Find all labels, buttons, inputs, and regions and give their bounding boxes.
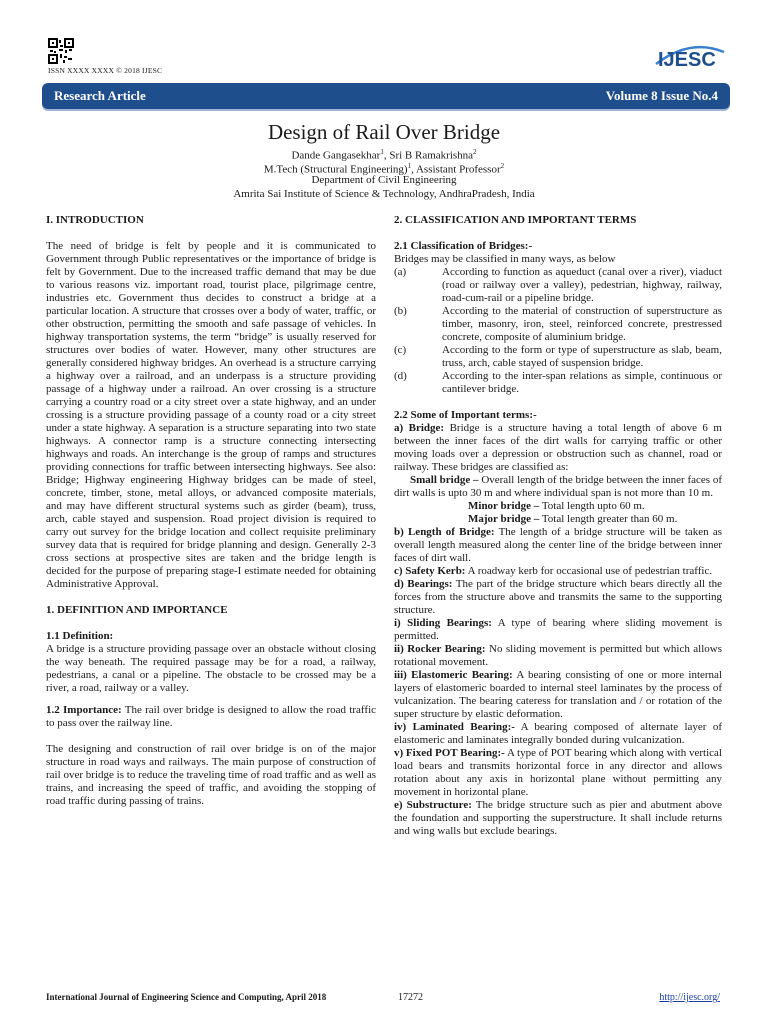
subsection-classification: 2.1 Classification of Bridges:- bbox=[394, 240, 533, 252]
design-paragraph: The designing and construction of rail over bridge is on of the major structure in road ways and railways. The main purpose of construction of rail over bridge is to reduce the traveling time of road traffic and as well as trains, and increasing the speed of traffic, and avoiding the stopping of road traffic during passing of trains. bbox=[46, 743, 376, 807]
list-item: (c) According to the form or type of superstructure as slab, beam, truss, arch, cable stayed of suspension bridge. bbox=[394, 344, 722, 369]
term-item: ii) Rocker Bearing: No sliding movement is permitted but which allows rotational movement. bbox=[394, 643, 722, 668]
ijesc-logo bbox=[652, 34, 728, 74]
right-column bbox=[394, 214, 722, 838]
definition-paragraph: A bridge is a structure providing passage over an obstacle without closing the way beneath. The required passage may be for a road, a railway, pedestrians, a canal or a pipeline. The obstacle to be crossed may be a river, a road, railway or a valley. bbox=[46, 643, 376, 694]
term-item: i) Sliding Bearings: A type of bearing where sliding movement is permitted. bbox=[394, 617, 722, 642]
term-item: Minor bridge – Total length upto 60 m. bbox=[468, 500, 645, 512]
subsection-important-terms: 2.2 Some of Important terms:- bbox=[394, 409, 537, 421]
term-item: iv) Laminated Bearing:- A bearing composed of alternate layer of elastomeric and laminates integrally bonded during vulcanization. bbox=[394, 721, 722, 746]
section-heading-introduction: I. INTRODUCTION bbox=[46, 214, 144, 226]
term-item: Small bridge – Overall length of the bridge between the inner faces of dirt walls is upto 30 m and where individual span is not more than 10 m. bbox=[394, 474, 723, 499]
logo-text: IJESC bbox=[658, 49, 716, 71]
term-item: b) Length of Bridge: The length of a bridge structure will be taken as overall length measured along the center line of the bridge between inner faces of dirt wall. bbox=[394, 526, 722, 564]
article-type: Research Article bbox=[54, 88, 146, 103]
term-item: v) Fixed POT Bearing:- A type of POT bearing which along with vertical load bears and transmits horizontal force in any director and allows rotation about any axis in horizontal plane without permitting any movement in horizontal plane. bbox=[394, 747, 722, 798]
term-item: c) Safety Kerb: A roadway kerb for occasional use of pedestrian traffic. bbox=[394, 565, 713, 577]
list-item: (d) According to the inter-span relations as simple, continuous or cantilever bridge. bbox=[394, 370, 722, 395]
author-roles: M.Tech (Structural Engineering)$^1$, Assistant Professor$^2$ bbox=[263, 162, 505, 176]
paper-title: Design of Rail Over Bridge bbox=[267, 120, 501, 144]
page-number: 17272 bbox=[398, 992, 423, 1003]
term-item: d) Bearings: The part of the bridge structure which bears directly all the forces from the structure above and transmits the same to the supporting structure. bbox=[394, 578, 723, 616]
issn-line: ISSN XXXX XXXX © 2018 IJESC bbox=[48, 66, 163, 75]
term-item: Major bridge – Total length greater than 60 m. bbox=[468, 513, 678, 525]
qr-code-icon bbox=[48, 38, 74, 64]
department: Department of Civil Engineering bbox=[311, 174, 457, 186]
list-item: (b) According to the material of construction of superstructure as timber, masonry, iron, steel, reinforced concrete, prestressed concrete, composite of aluminium bridge. bbox=[394, 305, 722, 343]
volume-issue: Volume 8 Issue No.4 bbox=[605, 88, 718, 103]
journal-link[interactable]: http://ijesc.org/ bbox=[659, 992, 720, 1003]
term-item: iii) Elastomeric Bearing: A bearing consisting of one or more internal layers of elastomeric boarded to internal steel laminates by the process of vulcanization. The bearing cateress for translation and / or rotation of the super structure by elastic deformation. bbox=[394, 669, 722, 720]
section-heading-classification: 2. CLASSIFICATION AND IMPORTANT TERMS bbox=[394, 214, 637, 226]
journal-name: International Journal of Engineering Science and Computing, April 2018 bbox=[46, 992, 327, 1002]
term-item: e) Substructure: The bridge structure such as pier and abutment above the foundation and supporting the superstructure. It shall include returns and wing walls but exclude bearings. bbox=[394, 799, 723, 837]
term-item: a) Bridge: Bridge is a structure having a total length of above 6 m between the inner faces of the dirt walls for carrying traffic or other moving loads over a depression or obstruction such as channel, road or railway. These bridges are classified as: bbox=[394, 422, 722, 473]
author-names: Dande Gangasekhar$^1$, Sri B Ramakrishna$^2$ bbox=[291, 148, 477, 162]
subsection-definition: 1.1 Definition: bbox=[46, 630, 114, 642]
header-banner bbox=[42, 83, 730, 109]
classification-intro: Bridges may be classified in many ways, as below bbox=[394, 253, 616, 265]
list-item: (a) According to function as aqueduct (canal over a river), viaduct (road or railway over a valley), pedestrian, highway, railway, road-cum-rail or a pipeline bridge. bbox=[394, 266, 722, 304]
left-column bbox=[46, 214, 376, 808]
section-heading-definition: 1. DEFINITION AND IMPORTANCE bbox=[46, 604, 228, 616]
institution: Amrita Sai Institute of Science & Technology, AndhraPradesh, India bbox=[233, 188, 535, 200]
introduction-paragraph: The need of bridge is felt by people and it is communicated to Government through Public representatives or the importance of bridge is felt by Government. Due to the increased traffic demand that may be due to various reasons viz. important road, tourist place, pilgrimage centre, industries etc. Government thus decides to construct a bridge at a particular location. A structure that crosses over a body of water, traffic, or other obstruction, permitting the smooth and safe passage of vehicles. In highway transportation systems, the term “bridge” is usually reserved for structures over bodies of water. However, many other structures are generally considered highway bridges. An overhead is a structure carrying a highway over a railroad, and an underpass is a structure providing passage of a highway under a railroad. An over crossing is a structure carrying a country road or a city street over a state highway, and an under crossing is a structure providing passage of a county road or a city street under a state highway. A separation is a structure separating into two state highways. A connector ramp is a structure connecting intersecting highways and roads. An interchange is the group of ramps and structures providing connections for traffic between intersecting highways. See also: Bridge; Highway engineering Highway bridges can be made of steel, concrete, timber, stone, metal alloys, or advanced composite materials, and may have different structural systems such as girder (beam), truss, arch, cable stayed and suspension. Road project division is required to carry out survey for the bridge location and collect requisite preliminary survey data that is required for bridge planning and design. Generally 2-3 cross sections at prospective sites are taken and the bridge length is decided for the purpose of preparing stage-I estimate needed for obtaining Administrative Approval. bbox=[46, 240, 376, 590]
importance-paragraph: 1.2 Importance: The rail over bridge is designed to allow the road traffic to pass over the railway line. bbox=[46, 704, 377, 729]
